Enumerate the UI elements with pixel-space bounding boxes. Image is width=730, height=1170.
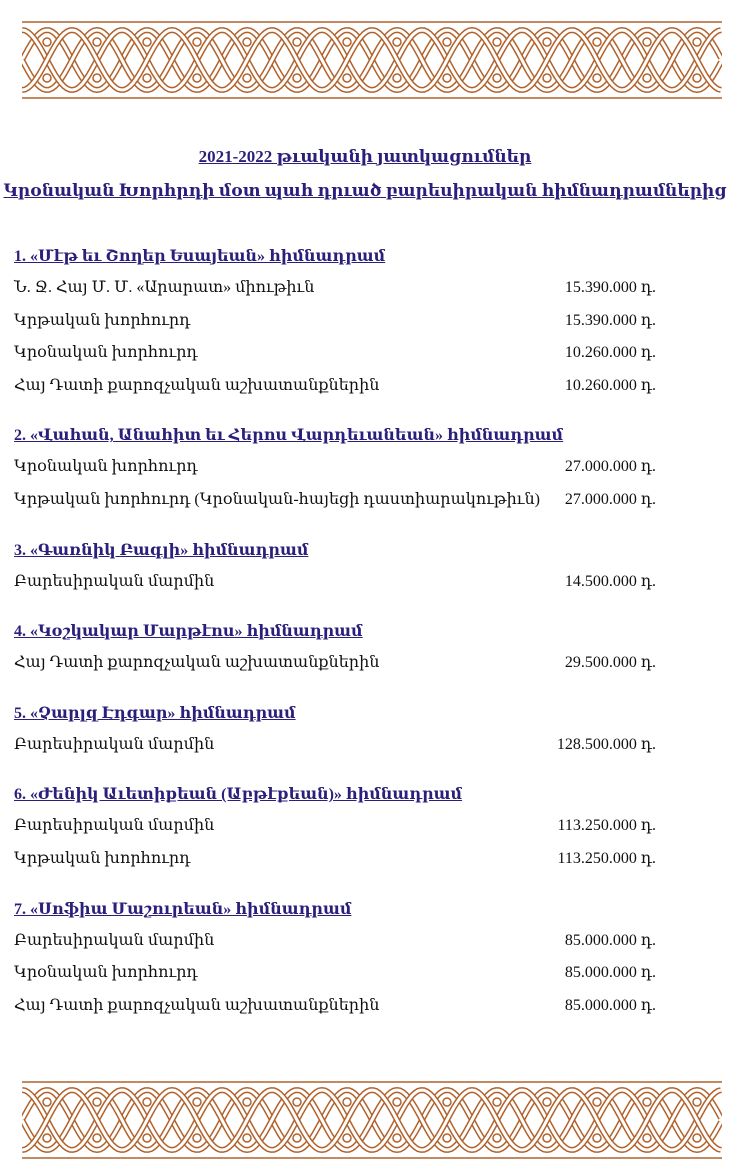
fund-section xyxy=(14,699,704,762)
allocation-amount: 113.250.000 դ. xyxy=(557,849,656,867)
fund-heading: 7. «Սոֆիա Մաշուրեան» հիմնադրամ xyxy=(14,900,352,918)
fund-section xyxy=(14,536,704,599)
allocation-row xyxy=(14,925,704,958)
recipient-name: Կրթական խորհուրդ (Կրօնական-հայեցի դաստիարակութիւն) xyxy=(14,490,540,508)
recipient-name: Կրօնական խորհուրդ xyxy=(14,344,198,362)
allocation-row xyxy=(14,810,704,843)
recipient-name: Բարեսիրական մարմին xyxy=(14,572,215,590)
allocation-amount: 85.000.000 դ. xyxy=(564,931,656,949)
allocation-row xyxy=(14,647,704,680)
allocation-row xyxy=(14,451,704,484)
recipient-name: Կրօնական խորհուրդ xyxy=(14,458,198,476)
allocation-amount: 10.260.000 դ. xyxy=(564,344,656,362)
recipient-name: Ն. Ջ. Հայ Մ. Մ. «Արարատ» միութիւն xyxy=(14,279,315,296)
recipient-name: Հայ Դատի քարոզչական աշխատանքներին xyxy=(14,996,380,1014)
ornamental-border-bottom xyxy=(22,1080,722,1160)
fund-heading: 2. «Վահան, Անահիտ եւ Հերոս Վարդեւանեան» հիմնադրամ xyxy=(14,427,564,445)
document-subtitle: Կրօնական Խորհրդի մօտ պահ դրւած բարեսիրական հիմնադրամներից xyxy=(3,181,727,200)
allocation-row xyxy=(14,990,704,1023)
fund-heading: 4. «Կօշկակար Մարթէոս» հիմնադրամ xyxy=(14,623,363,641)
allocation-amount: 128.500.000 դ. xyxy=(556,735,656,753)
allocation-row xyxy=(14,566,704,599)
fund-heading: 6. «Ժենիկ Աւետիքեան (Աբթէքեան)» հիմնադրամ xyxy=(14,786,463,804)
allocation-row xyxy=(14,957,704,990)
allocation-amount: 27.000.000 դ. xyxy=(564,490,656,508)
allocation-amount: 15.390.000 դ. xyxy=(564,279,656,296)
allocation-amount: 14.500.000 դ. xyxy=(564,572,656,590)
allocation-row xyxy=(14,370,704,403)
allocation-amount: 113.250.000 դ. xyxy=(557,817,656,835)
recipient-name: Բարեսիրական մարմին xyxy=(14,817,215,835)
ornamental-border-top xyxy=(22,20,722,100)
allocation-amount: 10.260.000 դ. xyxy=(564,376,656,394)
fund-heading: 1. «Մէթ եւ Շողեր Եսայեան» հիմնադրամ xyxy=(14,248,386,265)
allocation-amount: 27.000.000 դ. xyxy=(564,458,656,476)
fund-heading: 5. «Չարլզ Էդգար» հիմնադրամ xyxy=(14,704,296,722)
allocation-row xyxy=(14,484,704,517)
recipient-name: Հայ Դատի քարոզչական աշխատանքներին xyxy=(14,654,380,672)
recipient-name: Կրթական խորհուրդ xyxy=(14,311,191,329)
recipient-name: Կրօնական խորհուրդ xyxy=(14,964,198,982)
allocation-row xyxy=(14,305,704,338)
funds-list xyxy=(14,242,704,1041)
recipient-name: Կրթական խորհուրդ xyxy=(14,849,191,867)
recipient-name: Հայ Դատի քարոզչական աշխատանքներին xyxy=(14,376,380,394)
allocation-amount: 85.000.000 դ. xyxy=(564,996,656,1014)
allocation-row xyxy=(14,272,704,305)
fund-section xyxy=(14,242,704,402)
allocation-row xyxy=(14,729,704,762)
recipient-name: Բարեսիրական մարմին xyxy=(14,931,215,949)
fund-section xyxy=(14,421,704,516)
allocation-amount: 29.500.000 դ. xyxy=(564,654,656,672)
document-title: 2021-2022 թւականի յատկացումներ xyxy=(198,147,532,166)
allocation-row xyxy=(14,843,704,876)
recipient-name: Բարեսիրական մարմին xyxy=(14,735,215,753)
allocation-amount: 85.000.000 դ. xyxy=(564,964,656,982)
allocation-row xyxy=(14,337,704,370)
allocation-amount: 15.390.000 դ. xyxy=(564,311,656,329)
fund-section xyxy=(14,780,704,875)
fund-section xyxy=(14,617,704,680)
fund-section xyxy=(14,895,704,1023)
document-header xyxy=(0,140,730,208)
fund-heading: 3. «Գառնիկ Բագլի» հիմնադրամ xyxy=(14,541,309,559)
